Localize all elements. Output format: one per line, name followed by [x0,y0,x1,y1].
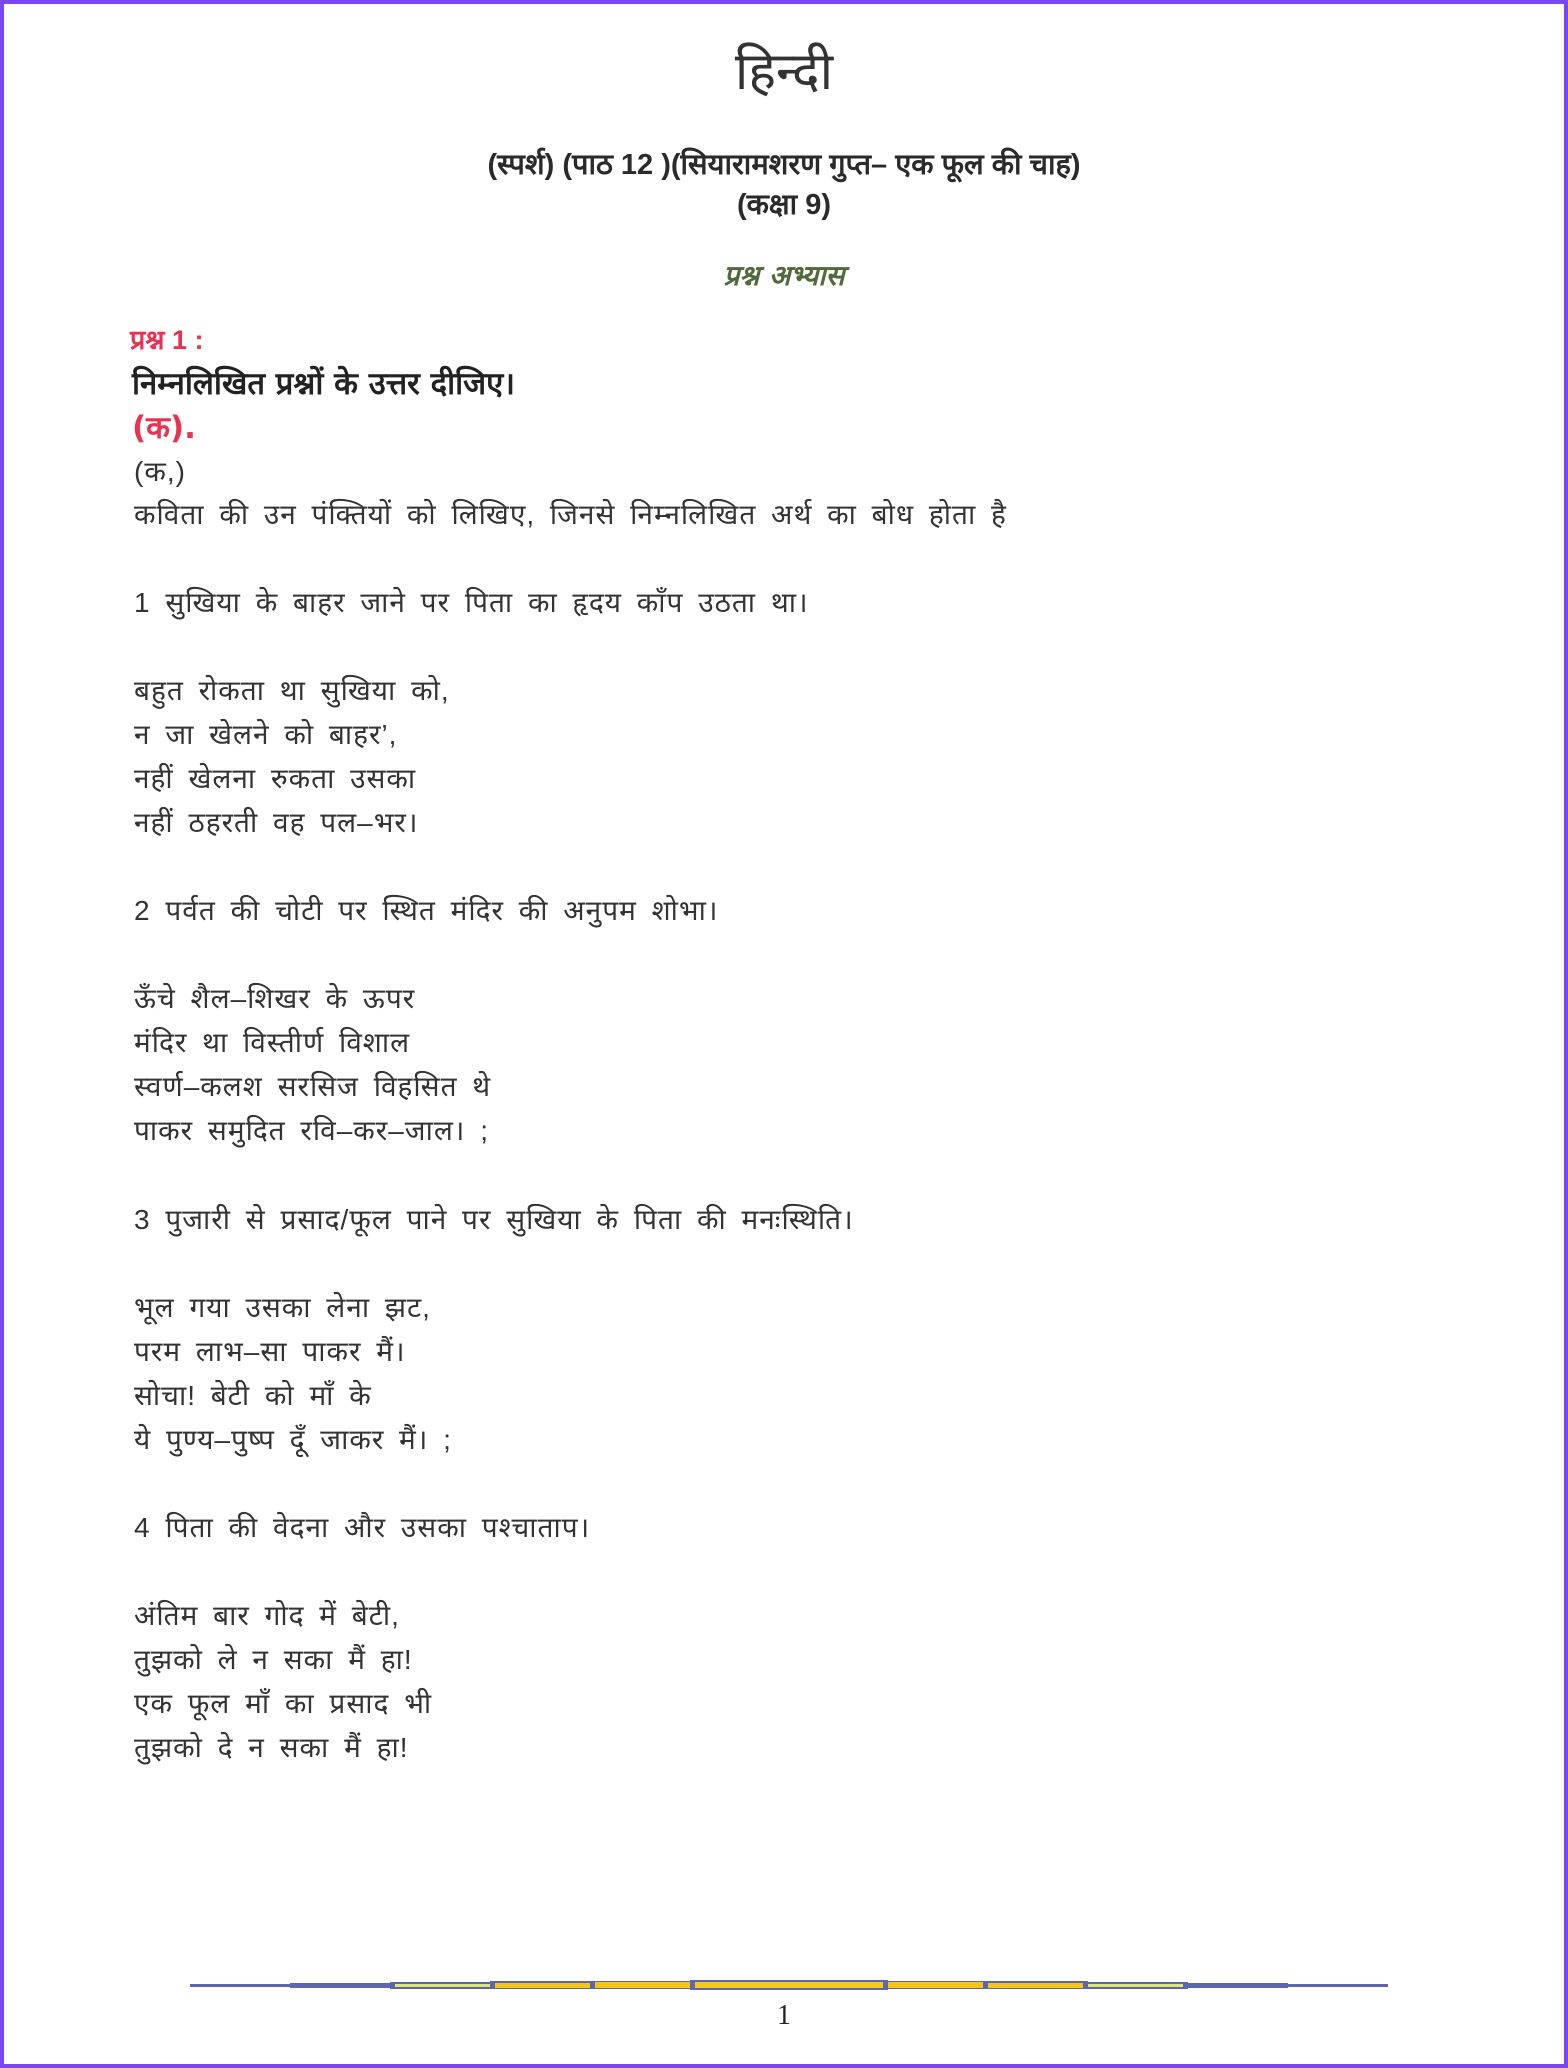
poem-line: नहीं खेलना रुकता उसका [134,763,417,794]
poem-line: तुझको दे न सका मैं हा! [134,1732,409,1763]
poem-line: तुझको ले न सका मैं हा! [134,1644,413,1675]
poem-line: नहीं ठहरती वह पल–भर। [134,807,419,838]
poem-line: एक फूल माँ का प्रसाद भी [134,1688,433,1719]
item-prompt: 1 सुखिया के बाहर जाने पर पिता का हृदय काँप उठता था। [134,587,809,618]
intro-text: कविता की उन पंक्तियों को लिखिए, जिनसे निम्नलिखित अर्थ का बोध होता है [134,499,1007,530]
poem-line: अंतिम बार गोद में बेटी, [134,1600,400,1631]
part-sublabel: (क,) [134,456,186,487]
poem-line: मंदिर था विस्तीर्ण विशाल [134,1027,411,1058]
exercise-subheading: प्रश्न अभ्यास [723,259,845,292]
poem-line: पाकर समुदित रवि–कर–जाल। ; [134,1115,489,1146]
class-heading: (कक्षा 9) [736,189,832,221]
item-prompt: 3 पुजारी से प्रसाद/फूल पाने पर सुखिया के पिता की मनःस्थिति। [134,1204,854,1235]
poem-line: परम लाभ–सा पाकर मैं। [134,1336,406,1367]
footer-divider [190,1980,1388,1990]
instruction-text: निम्नलिखित प्रश्नों के उत्तर दीजिए। [132,366,516,402]
poem-line: सोचा! बेटी को माँ के [134,1380,372,1411]
poem-line: बहुत रोकता था सुखिया को, [134,675,450,706]
poem-line: स्वर्ण–कलश सरसिज विहसित थे [134,1071,492,1102]
poem-line: भूल गया उसका लेना झट, [134,1292,431,1323]
question-label: प्रश्न 1 : [130,325,204,355]
poem-line: न जा खेलने को बाहर’, [134,719,398,750]
chapter-heading: (स्पर्श) (पाठ 12 )(सियारामशरण गुप्त– एक फूल की चाह) [487,149,1081,181]
item-prompt: 4 पिता की वेदना और उसका पश्चाताप। [134,1512,591,1543]
poem-line: ये पुण्य–पुष्प दूँ जाकर मैं। ; [134,1424,452,1455]
poem-line: ऊँचे शैल–शिखर के ऊपर [134,983,416,1014]
part-label: (क). [132,410,196,446]
item-prompt: 2 पर्वत की चोटी पर स्थित मंदिर की अनुपम शोभा। [134,895,719,926]
page-number: 1 [777,2000,791,2031]
document-title: हिन्दी [734,42,834,102]
